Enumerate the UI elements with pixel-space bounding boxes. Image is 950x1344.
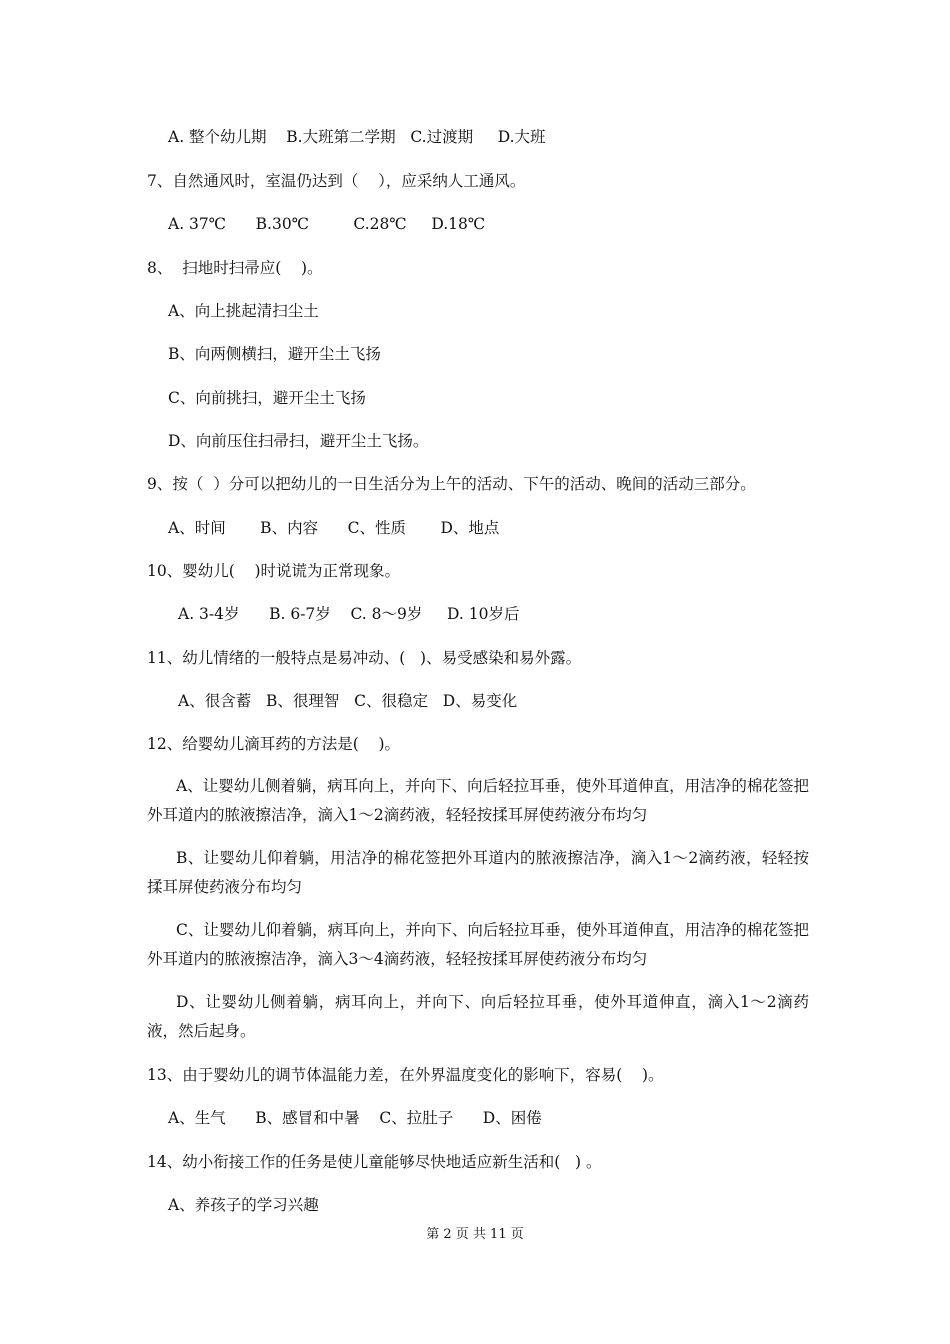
q8-option-c: C、向前挑扫，避开尘土飞扬 — [168, 389, 366, 407]
question-9: 9、按（ ）分可以把幼儿的一日生活分为上午的活动、下午的活动、晚间的活动三部分。 — [147, 475, 756, 493]
q7-options: A. 37℃ B.30℃ C.28℃ D.18℃ — [168, 215, 486, 233]
q9-options: A、时间 B、内容 C、性质 D、地点 — [168, 519, 500, 537]
question-12: 12、给婴幼儿滴耳药的方法是( )。 — [147, 735, 401, 753]
question-14: 14、幼小衔接工作的任务是使儿童能够尽快地适应新生活和( ) 。 — [147, 1153, 602, 1171]
q10-options: A. 3-4岁 B. 6-7岁 C. 8～9岁 D. 10岁后 — [178, 605, 520, 623]
question-10: 10、婴幼儿( )时说谎为正常现象。 — [147, 562, 401, 580]
q12-option-b: B、让婴幼儿仰着躺，用洁净的棉花签把外耳道内的脓液擦洁净，滴入1～2滴药液，轻轻按揉耳屏使药液分布均匀 — [147, 849, 809, 896]
q13-options: A、生气 B、感冒和中暑 C、拉肚子 D、困倦 — [168, 1109, 542, 1127]
q8-option-b: B、向两侧横扫，避开尘土飞扬 — [168, 345, 381, 363]
q14-option-a: A、养孩子的学习兴趣 — [168, 1196, 319, 1214]
q6-options: A. 整个幼儿期 B.大班第二学期 C.过渡期 D.大班 — [168, 128, 546, 146]
question-7: 7、自然通风时，室温仍达到（ ），应采纳人工通风。 — [147, 172, 526, 190]
question-11: 11、幼儿情绪的一般特点是易冲动、( )、易受感染和易外露。 — [147, 649, 582, 667]
question-8: 8、 扫地时扫帚应( )。 — [147, 259, 323, 277]
q11-options: A、很含蓄 B、很理智 C、很稳定 D、易变化 — [178, 692, 518, 710]
q12-option-c: C、让婴幼儿仰着躺，病耳向上，并向下、向后轻拉耳垂，使外耳道伸直，用洁净的棉花签把外耳道内的脓液擦洁净，滴入3～4滴药液，轻轻按揉耳屏使药液分布均匀 — [147, 921, 809, 968]
page-footer: 第 2 页 共 11 页 — [426, 1227, 524, 1242]
q12-option-a: A、让婴幼儿侧着躺，病耳向上，并向下、向后轻拉耳垂，使外耳道伸直，用洁净的棉花签把外耳道内的脓液擦洁净，滴入1～2滴药液，轻轻按揉耳屏使药液分布均匀 — [147, 777, 809, 824]
q8-option-a: A、向上挑起清扫尘土 — [168, 302, 319, 320]
question-13: 13、由于婴幼儿的调节体温能力差，在外界温度变化的影响下，容易( )。 — [147, 1066, 664, 1084]
q8-option-d: D、向前压住扫帚扫，避开尘土飞扬。 — [168, 432, 429, 450]
q12-option-d: D、让婴幼儿侧着躺，病耳向上，并向下、向后轻拉耳垂，使外耳道伸直，滴入1～2滴药液，然后起身。 — [147, 993, 809, 1040]
